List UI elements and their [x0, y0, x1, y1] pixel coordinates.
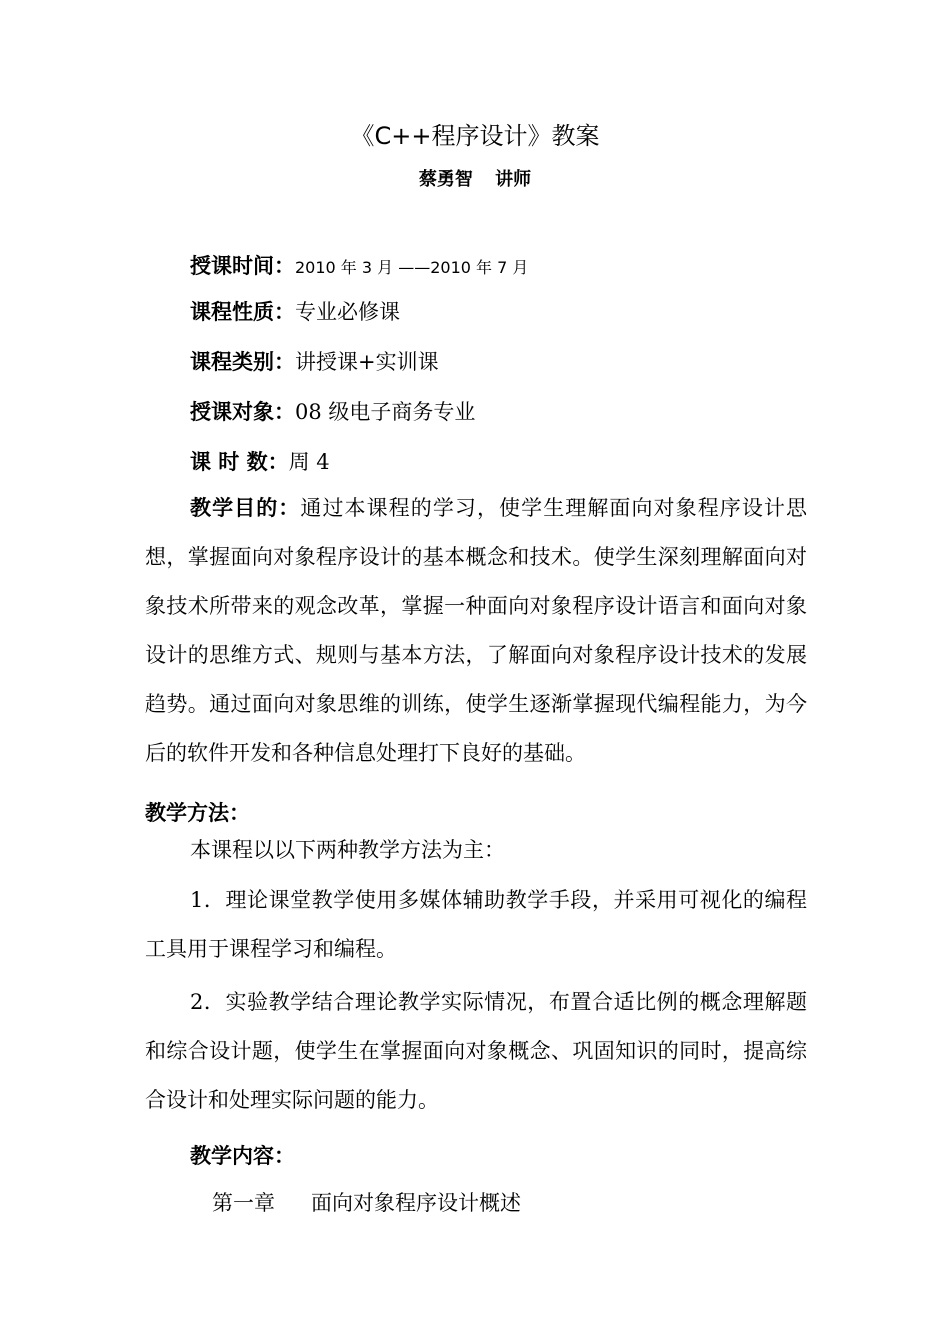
info-value: 专业必修课 — [295, 300, 400, 324]
author-line — [0, 165, 950, 191]
objective-text: 通过本课程的学习，使学生理解面向对象程序设计思想，掌握面向对象程序设计的基本概念和技术。使学生深刻理解面向对象技术所带来的观念改革，掌握一种面向对象程序设计语言和面向对象设计的思维方式、规则与基本方法，了解面向对象程序设计技术的发展趋势。通过面向对象思维的训练，使学生逐渐掌握现代编程能力，为今后的软件开发和各种信息处理打下良好的基础。 — [145, 496, 808, 765]
info-value: 周 4 — [288, 450, 330, 474]
info-value: 08 级电子商务专业 — [295, 400, 476, 424]
methods-intro: 本课程以以下两种教学方法为主： — [190, 838, 505, 862]
info-value: 2010 年 3 月 ——2010 年 7 月 — [295, 258, 529, 277]
info-label: 课程性质： — [190, 300, 295, 324]
methods-item-1: 1．理论课堂教学使用多媒体辅助教学手段，并采用可视化的编程工具用于课程学习和编程。 — [145, 888, 807, 961]
info-label: 课 时 数： — [190, 450, 289, 474]
objective-label: 教学目的： — [190, 496, 301, 520]
methods-heading: 教学方法： — [145, 801, 250, 825]
info-course-category — [190, 346, 439, 376]
info-value: 讲授课+实训课 — [295, 350, 439, 374]
content-heading: 教学内容： — [190, 1144, 295, 1168]
info-label: 授课对象： — [190, 400, 295, 424]
info-course-nature — [190, 296, 400, 326]
author-name: 蔡勇智 — [418, 169, 473, 190]
objective-paragraph — [145, 484, 807, 778]
info-label: 课程类别： — [190, 350, 295, 374]
info-teaching-time — [190, 250, 528, 280]
chapter-number: 第一章 — [212, 1191, 275, 1215]
document-title: 《C++程序设计》教案 — [350, 122, 600, 150]
info-hours — [190, 446, 330, 476]
info-audience — [190, 396, 475, 426]
info-label: 授课时间： — [190, 254, 295, 278]
chapter-title: 面向对象程序设计概述 — [311, 1191, 521, 1215]
methods-item-2: 2．实验教学结合理论教学实际情况，布置合适比例的概念理解题和综合设计题，使学生在掌握面向对象概念、巩固知识的同时，提高综合设计和处理实际问题的能力。 — [145, 990, 807, 1112]
author-rank: 讲师 — [495, 169, 532, 190]
chapter-line — [212, 1187, 521, 1217]
